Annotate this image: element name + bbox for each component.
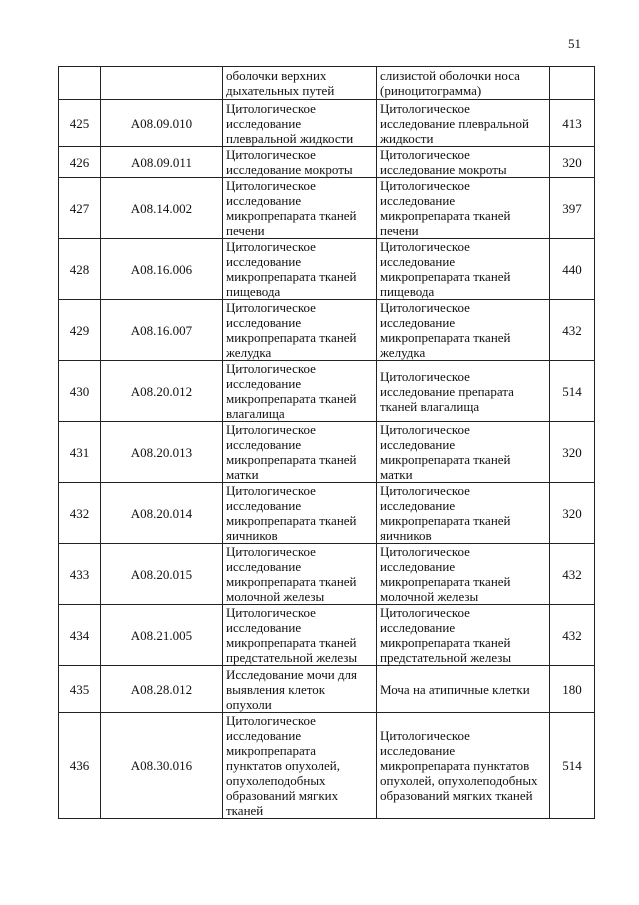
service-price: 180 <box>550 666 595 713</box>
service-price <box>550 67 595 100</box>
service-price: 397 <box>550 178 595 239</box>
row-number: 434 <box>59 605 101 666</box>
row-number: 433 <box>59 544 101 605</box>
service-code: A08.21.005 <box>101 605 223 666</box>
service-price: 514 <box>550 713 595 819</box>
row-number <box>59 67 101 100</box>
service-name: Цитологическое исследование микропрепарата тканей молочной железы <box>223 544 377 605</box>
table-row <box>59 67 595 100</box>
row-number: 436 <box>59 713 101 819</box>
service-code: A08.20.012 <box>101 361 223 422</box>
service-price: 440 <box>550 239 595 300</box>
service-price: 514 <box>550 361 595 422</box>
service-price: 320 <box>550 483 595 544</box>
row-number: 430 <box>59 361 101 422</box>
table-row <box>59 422 595 483</box>
service-name: Цитологическое исследование плевральной жидкости <box>223 100 377 147</box>
row-number: 425 <box>59 100 101 147</box>
service-code: A08.20.013 <box>101 422 223 483</box>
service-price: 320 <box>550 422 595 483</box>
row-number: 426 <box>59 147 101 178</box>
service-price: 432 <box>550 605 595 666</box>
service-code <box>101 67 223 100</box>
row-number: 427 <box>59 178 101 239</box>
service-material: Цитологическое исследование мокроты <box>377 147 550 178</box>
service-name: Цитологическое исследование микропрепарата тканей яичников <box>223 483 377 544</box>
table-row <box>59 605 595 666</box>
service-material: Цитологическое исследование микропрепарата тканей печени <box>377 178 550 239</box>
service-price: 413 <box>550 100 595 147</box>
service-name: Цитологическое исследование мокроты <box>223 147 377 178</box>
row-number: 435 <box>59 666 101 713</box>
service-code: A08.30.016 <box>101 713 223 819</box>
service-material: Цитологическое исследование микропрепарата тканей желудка <box>377 300 550 361</box>
service-price: 432 <box>550 544 595 605</box>
service-code: A08.14.002 <box>101 178 223 239</box>
service-price: 320 <box>550 147 595 178</box>
service-name: Цитологическое исследование микропрепарата тканей матки <box>223 422 377 483</box>
service-code: A08.20.015 <box>101 544 223 605</box>
service-name: Цитологическое исследование микропрепарата тканей влагалища <box>223 361 377 422</box>
service-material: Цитологическое исследование микропрепарата тканей молочной железы <box>377 544 550 605</box>
table-row <box>59 239 595 300</box>
table-row <box>59 483 595 544</box>
table-row <box>59 544 595 605</box>
table-row <box>59 100 595 147</box>
row-number: 428 <box>59 239 101 300</box>
service-name: оболочки верхних дыхательных путей <box>223 67 377 100</box>
service-material: Цитологическое исследование микропрепарата пунктатов опухолей, опухолеподобных образований мягких тканей <box>377 713 550 819</box>
service-material: Цитологическое исследование микропрепарата тканей матки <box>377 422 550 483</box>
services-table <box>58 66 595 819</box>
table-row <box>59 300 595 361</box>
table-row <box>59 147 595 178</box>
table-row <box>59 361 595 422</box>
service-material: Моча на атипичные клетки <box>377 666 550 713</box>
service-material: Цитологическое исследование микропрепарата тканей яичников <box>377 483 550 544</box>
service-material: слизистой оболочки носа (риноцитограмма) <box>377 67 550 100</box>
row-number: 431 <box>59 422 101 483</box>
service-name: Цитологическое исследование микропрепарата тканей печени <box>223 178 377 239</box>
service-price: 432 <box>550 300 595 361</box>
service-material: Цитологическое исследование плевральной жидкости <box>377 100 550 147</box>
service-code: A08.28.012 <box>101 666 223 713</box>
service-name: Цитологическое исследование микропрепарата тканей пищевода <box>223 239 377 300</box>
service-name: Цитологическое исследование микропрепарата тканей предстательной железы <box>223 605 377 666</box>
service-material: Цитологическое исследование микропрепарата тканей предстательной железы <box>377 605 550 666</box>
service-code: A08.16.006 <box>101 239 223 300</box>
table-row <box>59 666 595 713</box>
table-row <box>59 713 595 819</box>
service-name: Цитологическое исследование микропрепарата тканей желудка <box>223 300 377 361</box>
service-material: Цитологическое исследование микропрепарата тканей пищевода <box>377 239 550 300</box>
row-number: 432 <box>59 483 101 544</box>
row-number: 429 <box>59 300 101 361</box>
service-code: A08.09.011 <box>101 147 223 178</box>
service-name: Исследование мочи для выявления клеток опухоли <box>223 666 377 713</box>
service-code: A08.09.010 <box>101 100 223 147</box>
page-number: 51 <box>568 36 581 51</box>
service-material: Цитологическое исследование препарата тканей влагалища <box>377 361 550 422</box>
service-name: Цитологическое исследование микропрепарата пунктатов опухолей, опухолеподобных образований мягких тканей <box>223 713 377 819</box>
service-code: A08.20.014 <box>101 483 223 544</box>
service-code: A08.16.007 <box>101 300 223 361</box>
table-row <box>59 178 595 239</box>
